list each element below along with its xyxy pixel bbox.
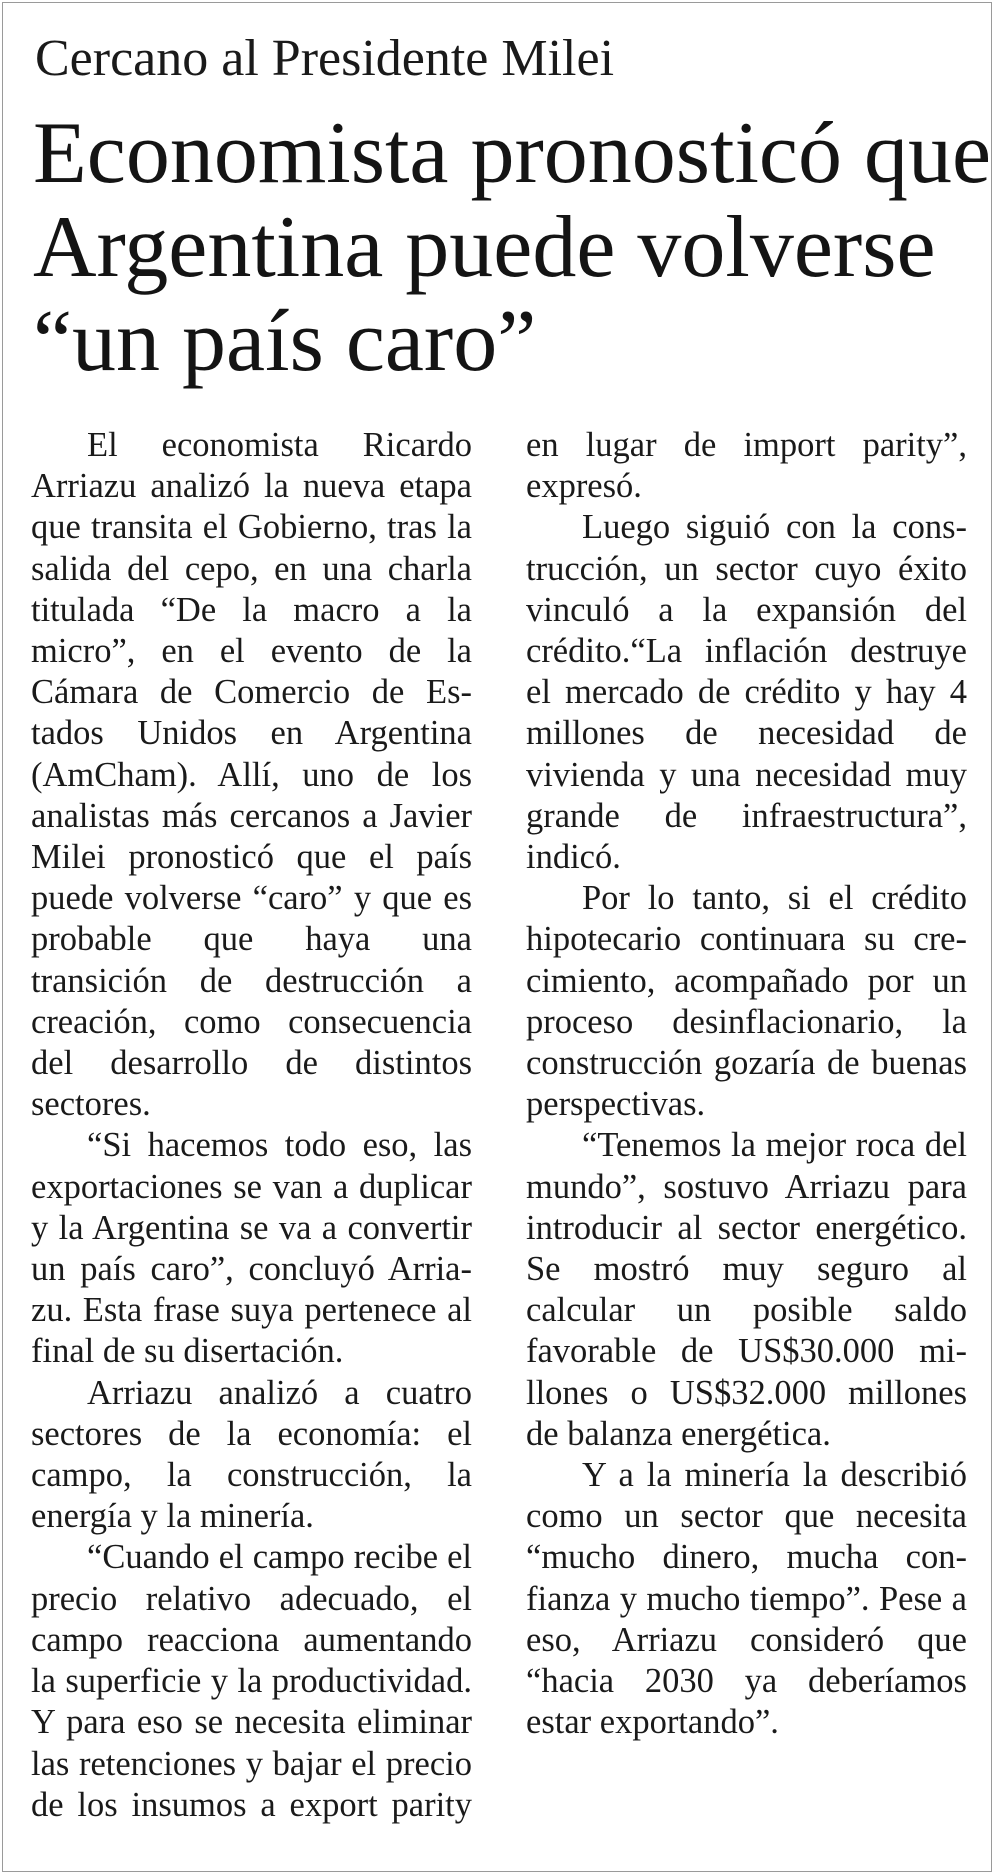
article-paragraph: “Tenemos la mejor roca del mundo”, sostuvo Arriazu para introducir al sector energético. Se mostró muy seguro al calcular un posible saldo favorable de US$30.000 millones o US$32.000 millones de balanza energética. [526, 1126, 967, 1453]
article-paragraph: El economista Ricardo Arriazu analizó la nueva etapa que transita el Gobierno, tras la salida del cepo, en una charla titulada “De la macro a la micro”, en el evento de la Cámara de Comercio de Estados Unidos en Argentina (AmCham). Allí, uno de los analistas más cercanos a Javier Milei pronosticó que el país puede volverse “caro” y que es probable que haya una transición de destrucción a creación, como consecuencia del desarrollo de distintos sectores. [31, 426, 472, 1124]
headline-line: Argentina puede volverse [33, 199, 936, 296]
article-paragraph: Y a la minería la describió como un sector que necesita “mucho dinero, mucha confianza y mucho tiempo”. Pese a eso, Arriazu consideró que “hacia 2030 ya deberíamos estar exportando”. [526, 1456, 967, 1742]
newspaper-clipping [2, 2, 992, 1872]
kicker: Cercano al Presidente Milei [35, 30, 615, 87]
article-paragraph: Luego siguió con la construcción, un sector cuyo éxito vinculó a la expansión del crédito.“La inflación destruye el mercado de crédito y hay 4 millones de necesidad de vivienda y una necesidad muy grande de infraestructura”, indicó. [526, 508, 967, 877]
headline-line: Economista pronosticó que [33, 105, 992, 202]
article-paragraph: “Cuando el campo recibe el precio relativo adecuado, el campo reacciona aumentando la superficie y la productividad. Y para eso se necesita eliminar las retenciones y bajar el precio de los insumos a export parity en lugar de import parity”, expresó. [31, 426, 967, 1824]
headline [33, 105, 992, 390]
article-paragraph: Por lo tanto, si el crédito hipotecario continuara su crecimiento, acompañado por un proceso desinflacionario, la construcción gozaría de buenas perspectivas. [526, 879, 967, 1124]
article-paragraph: Arriazu analizó a cuatro sectores de la economía: el campo, la construcción, la energía y la minería. [31, 1373, 472, 1536]
headline-line: “un país caro” [33, 293, 537, 390]
article-paragraph: “Si hacemos todo eso, las exportaciones se van a duplicar y la Argentina se va a convertir un país caro”, concluyó Arriazu. Esta frase suya pertenece al final de su disertación. [31, 1126, 472, 1371]
article-body [31, 425, 967, 1845]
